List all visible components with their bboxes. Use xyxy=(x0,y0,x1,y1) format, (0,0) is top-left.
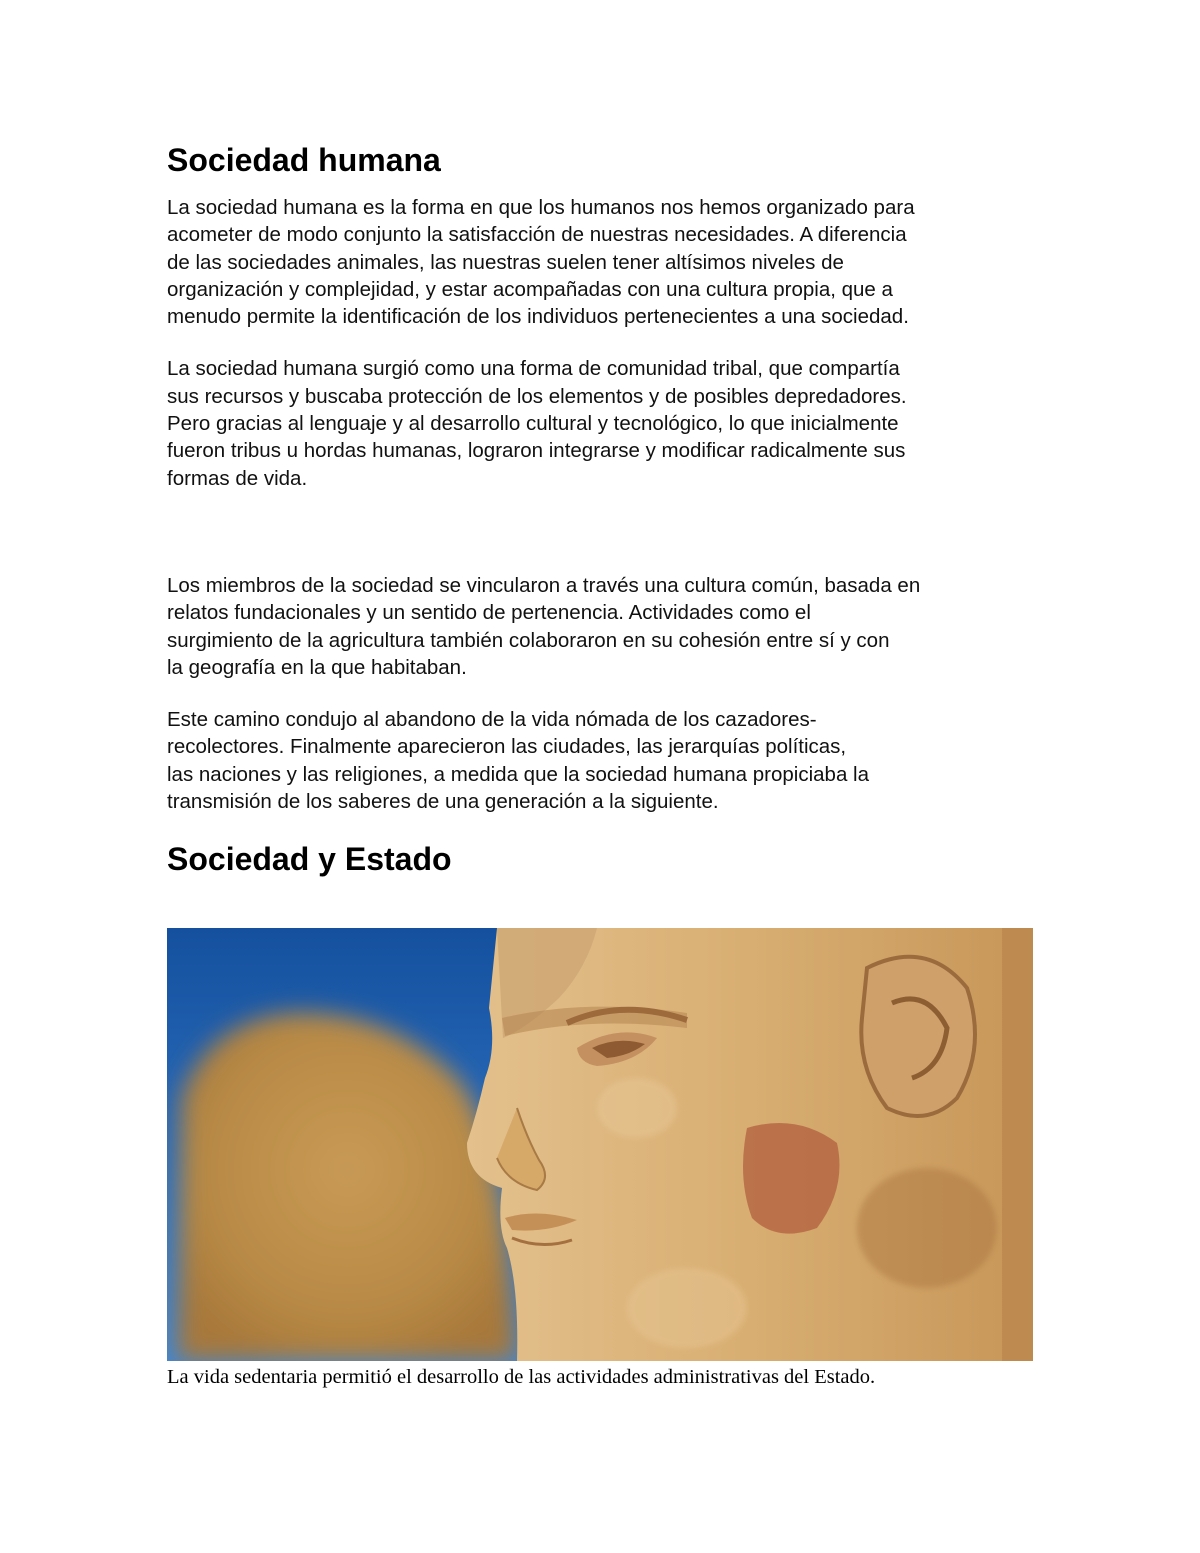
paragraph-2: La sociedad humana surgió como una forma de comunidad tribal, que compartía sus recursos y buscaba protección de los elementos y de posibles depredadores. Pero gracias al lenguaje y al desarrollo cultural y tecnológico, lo que inicialmente fueron tribus u hordas humanas, lograron integrarse y modificar radicalmente sus formas de vida. xyxy=(167,357,907,490)
paragraph-1: La sociedad humana es la forma en que los humanos nos hemos organizado para acometer de modo conjunto la satisfacción de nuestras necesidades. A diferencia de las sociedades animales, las nuestras suelen tener altísimos niveles de organización y complejidad, y estar acompañadas con una cultura propia, que a menudo permite la identificación de los individuos pertenecientes a una sociedad. xyxy=(167,196,915,329)
document-body xyxy=(167,140,1037,879)
paragraph-4: Este camino condujo al abandono de la vida nómada de los cazadores- recolectores. Finalmente aparecieron las ciudades, las jerarquías políticas, las naciones y las religiones, a medida que la sociedad humana propiciaba la transmisión de los saberes de una generación a la siguiente. xyxy=(167,708,869,814)
statue-photo xyxy=(167,928,1033,1361)
paragraph-3: Los miembros de la sociedad se vincularon a través una cultura común, basada en relatos fundacionales y un sentido de pertenencia. Actividades como el surgimiento de la agricultura también colaboraron en su cohesión entre sí y con la geografía en la que habitaban. xyxy=(167,573,921,679)
section-title-sociedad-y-estado: Sociedad y Estado xyxy=(167,841,452,878)
section-title-sociedad-humana: Sociedad humana xyxy=(167,142,441,178)
figure-caption: La vida sedentaria permitió el desarrollo de las actividades administrativas del Estado. xyxy=(167,1366,876,1388)
